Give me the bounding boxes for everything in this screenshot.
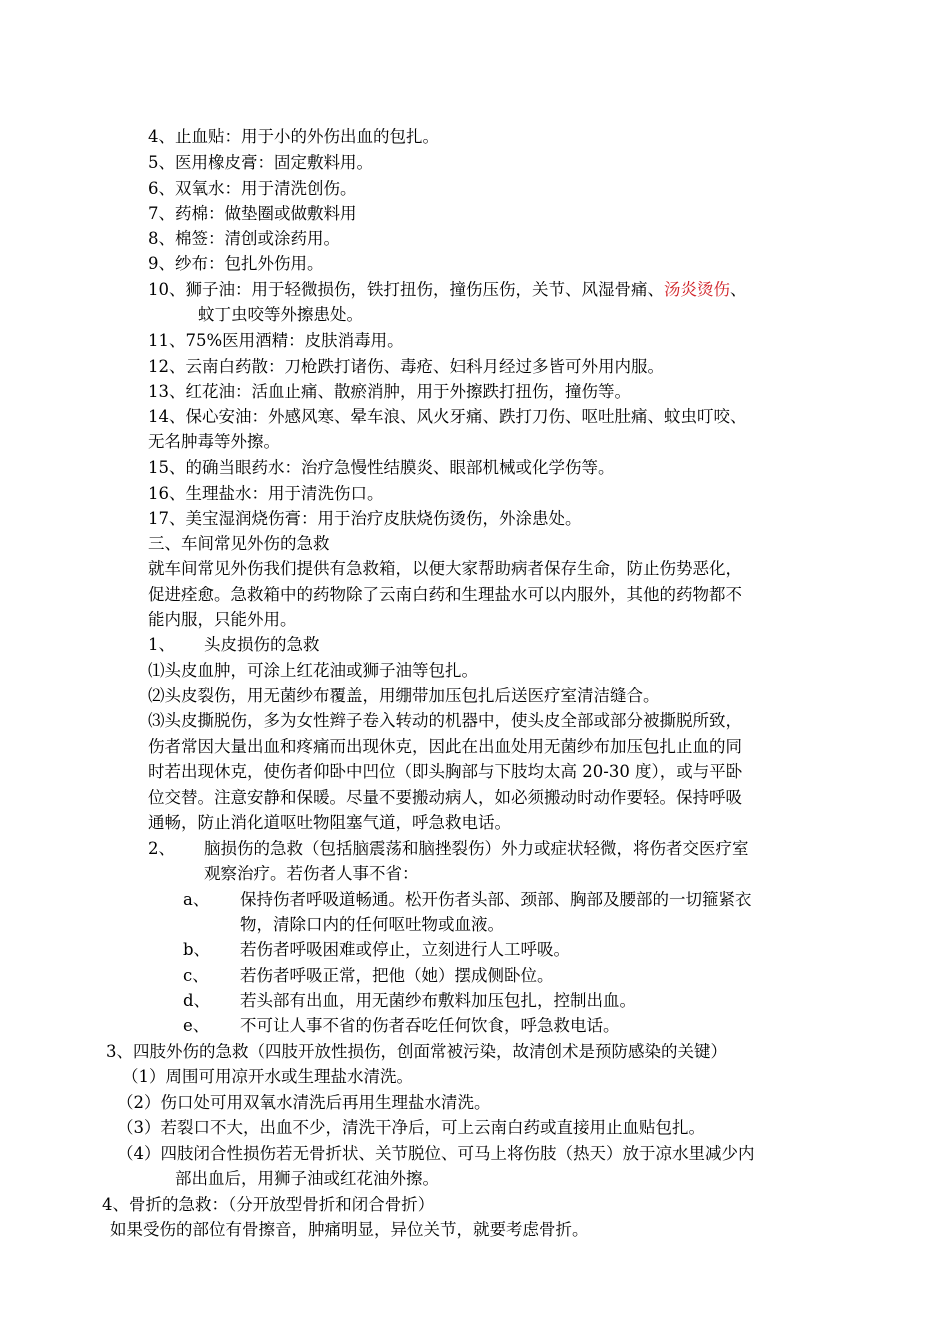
limb-section-heading: 3、四肢外伤的急救（四肢开放性损伤，创面常被污染，故清创术是预防感染的关键） xyxy=(106,1042,727,1061)
subsection-1-heading xyxy=(148,635,320,655)
intro-line-2: 促进痊愈。急救箱中的药物除了云南白药和生理盐水可以内服外，其他的药物都不 xyxy=(148,585,742,604)
list-item-17: 17、美宝湿润烧伤膏：用于治疗皮肤烧伤烫伤，外涂患处。 xyxy=(148,509,582,528)
subsection-2-heading xyxy=(148,839,749,859)
list-item-15: 15、的确当眼药水：治疗急慢性结膜炎、眼部机械或化学伤等。 xyxy=(148,458,615,477)
item-text: 不可让人事不省的伤者吞吃任何饮食，呼急救电话。 xyxy=(240,1016,620,1035)
subsection-number: 1、 xyxy=(148,635,175,654)
brain-item-b xyxy=(183,940,570,960)
scalp-item-3-line3: 时若出现休克，使伤者仰卧中凹位（即头胸部与下肢均太高 20-30 度），或与平卧 xyxy=(148,762,743,781)
list-item-10-text: 10、狮子油：用于轻微损伤，铁打扭伤，撞伤压伤，关节、风湿骨痛、 xyxy=(148,280,664,299)
list-item-14: 14、保心安油：外感风寒、晕车浪、风火牙痛、跌打刀伤、呕吐肚痛、蚊虫叮咬、 xyxy=(148,407,747,426)
item-text: 若头部有出血，用无菌纱布敷料加压包扎，控制出血。 xyxy=(240,991,636,1010)
limb-item-4: （4）四肢闭合性损伤若无骨折状、关节脱位、可马上将伤肢（热天）放于凉水里减少内 xyxy=(117,1144,755,1163)
item-label: d、 xyxy=(183,991,211,1010)
subsection-title: 头皮损伤的急救 xyxy=(204,635,320,654)
list-item-16: 16、生理盐水：用于清洗伤口。 xyxy=(148,484,384,503)
fracture-section-heading: 4、骨折的急救：（分开放型骨折和闭合骨折） xyxy=(102,1195,435,1214)
brain-item-a-line2: 物，清除口内的任何呕吐物或血液。 xyxy=(240,915,504,934)
fracture-text: 如果受伤的部位有骨擦音，肿痛明显，异位关节，就要考虑骨折。 xyxy=(110,1220,589,1239)
list-item-9: 9、纱布：包扎外伤用。 xyxy=(148,254,324,273)
scalp-item-2: ⑵头皮裂伤，用无菌纱布覆盖，用绷带加压包扎后送医疗室清洁缝合。 xyxy=(148,686,660,705)
item-text: 若伤者呼吸正常，把他（她）摆成侧卧位。 xyxy=(240,966,554,985)
subsection-title: 脑损伤的急救（包括脑震荡和脑挫裂伤）外力或症状轻微，将伤者交医疗室 xyxy=(204,839,749,858)
limb-item-1: （1）周围可用凉开水或生理盐水清洗。 xyxy=(122,1067,413,1086)
scalp-item-3-line5: 通畅，防止消化道呕吐物阻塞气道，呼急救电话。 xyxy=(148,813,511,832)
scalp-item-3-line1: ⑶头皮撕脱伤，多为女性辫子卷入转动的机器中，使头皮全部或部分被撕脱所致， xyxy=(148,711,742,730)
intro-line-1: 就车间常见外伤我们提供有急救箱，以便大家帮助病者保存生命，防止伤势恶化， xyxy=(148,559,742,578)
brain-item-a xyxy=(183,890,752,910)
brain-item-d xyxy=(183,991,636,1011)
list-item-12: 12、云南白药散：刀枪跌打诸伤、毒疮、妇科月经过多皆可外用内服。 xyxy=(148,357,664,376)
list-item-10-punct: 、 xyxy=(730,280,747,299)
item-text: 若伤者呼吸困难或停止，立刻进行人工呼吸。 xyxy=(240,940,570,959)
section-heading: 三、车间常见外伤的急救 xyxy=(148,534,330,553)
list-item-13: 13、红花油：活血止痛、散瘀消肿，用于外擦跌打扭伤，撞伤等。 xyxy=(148,382,631,401)
brain-item-e xyxy=(183,1016,620,1036)
subsection-2-heading-line2: 观察治疗。若伤者人事不省： xyxy=(204,864,419,883)
scalp-item-1: ⑴头皮血肿，可涂上红花油或狮子油等包扎。 xyxy=(148,661,478,680)
item-label: c、 xyxy=(183,966,209,985)
list-item-11: 11、75%医用酒精：皮肤消毒用。 xyxy=(148,331,404,350)
list-item-10 xyxy=(148,280,747,300)
subsection-number: 2、 xyxy=(148,839,175,858)
item-label: b、 xyxy=(183,940,211,959)
brain-item-c xyxy=(183,966,554,986)
list-item-10-line2: 蚊丁虫咬等外擦患处。 xyxy=(198,305,363,324)
limb-item-3: （3）若裂口不大，出血不少，清洗干净后，可上云南白药或直接用止血贴包扎。 xyxy=(117,1118,705,1137)
scalp-item-3-line2: 伤者常因大量出血和疼痛而出现休克，因此在出血处用无菌纱布加压包扎止血的同 xyxy=(148,737,742,756)
item-label: a、 xyxy=(183,890,210,909)
item-label: e、 xyxy=(183,1016,210,1035)
list-item-5: 5、医用橡皮膏：固定敷料用。 xyxy=(148,153,373,172)
list-item-8: 8、棉签：清创或涂药用。 xyxy=(148,229,340,248)
list-item-6: 6、双氧水：用于清洗创伤。 xyxy=(148,179,357,198)
list-item-4: 4、止血贴：用于小的外伤出血的包扎。 xyxy=(148,127,439,146)
highlighted-text: 汤炎烫伤 xyxy=(664,280,730,299)
limb-item-2: （2）伤口处可用双氧水清洗后再用生理盐水清洗。 xyxy=(117,1093,491,1112)
list-item-7: 7、药棉：做垫圈或做敷料用 xyxy=(148,204,357,223)
item-text: 保持伤者呼吸道畅通。松开伤者头部、颈部、胸部及腰部的一切箍紧衣 xyxy=(240,890,752,909)
list-item-14-line2: 无名肿毒等外擦。 xyxy=(148,432,280,451)
scalp-item-3-line4: 位交替。注意安静和保暖。尽量不要搬动病人，如必须搬动时动作要轻。保持呼吸 xyxy=(148,788,742,807)
intro-line-3: 能内服，只能外用。 xyxy=(148,610,297,629)
limb-item-4-line2: 部出血后，用狮子油或红花油外擦。 xyxy=(175,1169,439,1188)
